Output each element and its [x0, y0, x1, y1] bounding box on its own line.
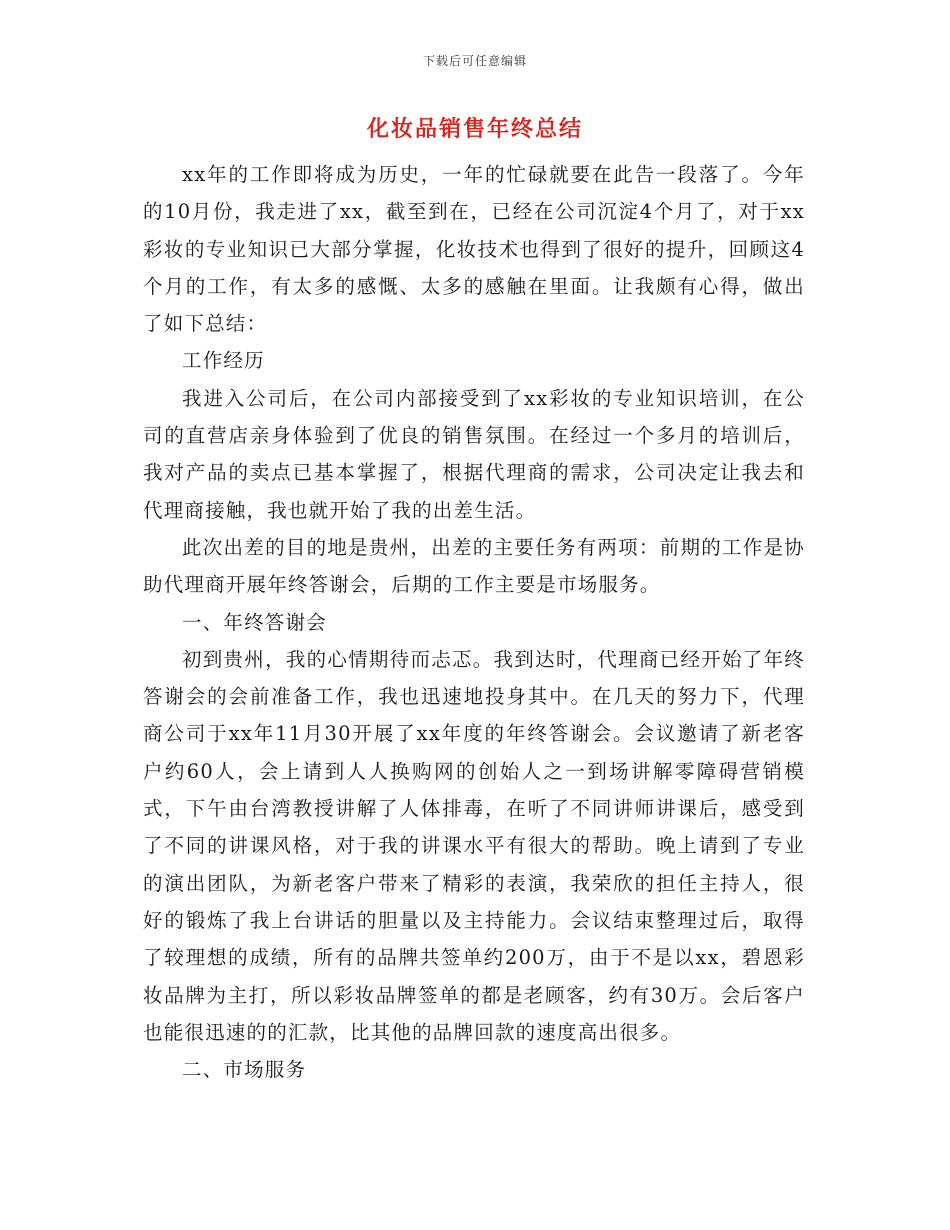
section-heading-market-service: 二、市场服务 [182, 1058, 307, 1082]
header-note: 下载后可任意编辑 [422, 54, 527, 68]
paragraph-business-trip: 此次出差的目的地是贵州，出差的主要任务有两项：前期的工作是协助代理商开展年终答谢会，后期的工作主要是市场服务。 [143, 535, 805, 597]
paragraph-intro: xx年的工作即将成为历史，一年的忙碌就要在此告一段落了。今年的10月份，我走进了xx，截至到在，已经在公司沉淀4个月了，对于xx彩妆的专业知识已大部分掌握，化妆技术也得到了很好的提升，回顾这4个月的工作，有太多的感慨、太多的感触在里面。让我颇有心得，做出了如下总结： [143, 163, 805, 336]
paragraph-training: 我进入公司后，在公司内部接受到了xx彩妆的专业知识培训，在公司的直营店亲身体验到了优良的销售氛围。在经过一个多月的培训后，我对产品的卖点已基本掌握了，根据代理商的需求，公司决定让我去和代理商接触，我也就开始了我的出差生活。 [143, 386, 805, 522]
section-heading-annual-meeting: 一、年终答谢会 [182, 610, 327, 634]
document-title: 化妆品销售年终总结 [366, 117, 583, 142]
paragraph-annual-meeting: 初到贵州，我的心情期待而忐忑。我到达时，代理商已经开始了年终答谢会的会前准备工作，我也迅速地投身其中。在几天的努力下，代理商公司于xx年11月30开展了xx年度的年终答谢会。会议邀请了新老客户约60人，会上请到人人换购网的创始人之一到场讲解零障碍营销模式，下午由台湾教授讲解了人体排毒，在听了不同讲师讲课后，感受到了不同的讲课风格，对于我的讲课水平有很大的帮助。晚上请到了专业的演出团队，为新老客户带来了精彩的表演，我荣欣的担任主持人，很好的锻炼了我上台讲话的胆量以及主持能力。会议结束整理过后，取得了较理想的成绩，所有的品牌共签单约200万，由于不是以xx，碧恩彩妆品牌为主打，所以彩妆品牌签单的都是老顾客，约有30万。会后客户也能很迅速的的汇款，比其他的品牌回款的速度高出很多。 [143, 647, 805, 1044]
section-heading-work-experience: 工作经历 [182, 349, 265, 373]
document-body [143, 156, 805, 1088]
